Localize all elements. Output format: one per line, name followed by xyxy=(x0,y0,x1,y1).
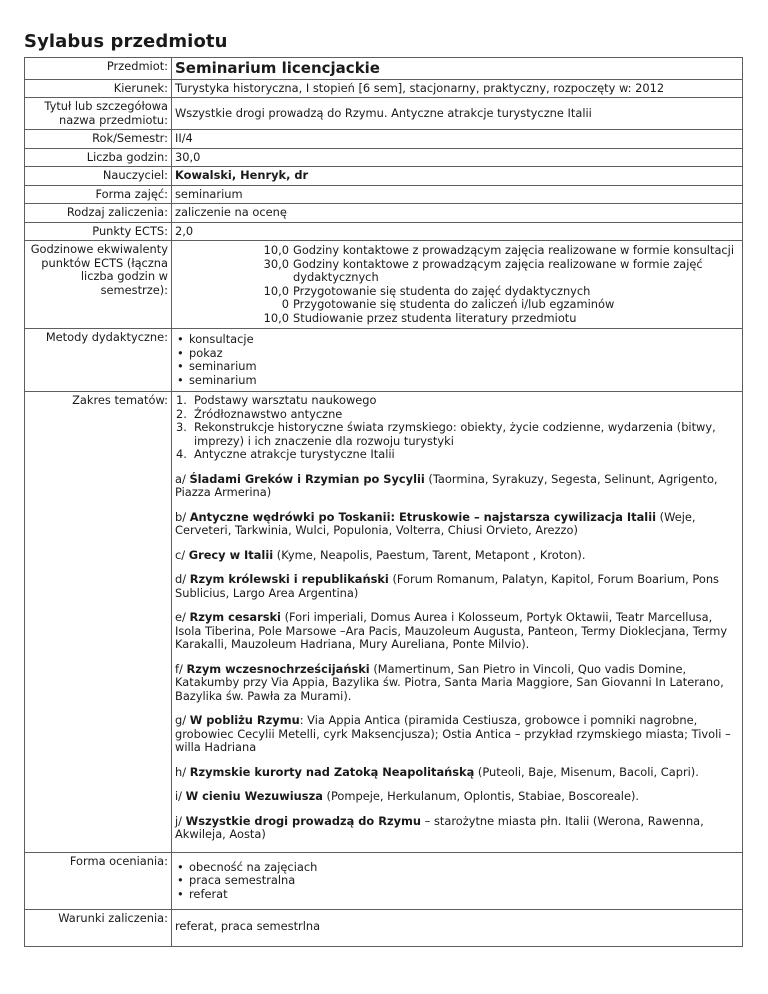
topic-title: W pobliżu Rzymu xyxy=(189,713,300,727)
syllabus-table xyxy=(24,57,743,947)
value-zaliczenie: zaliczenie na ocenę xyxy=(172,204,743,223)
value-nauczyciel: Kowalski, Henryk, dr xyxy=(172,167,743,186)
topic-paragraph: j/ Wszystkie drogi prowadzą do Rzymu – starożytne miasta płn. Italii (Werona, Rawenna, Akwileja, Aosta) xyxy=(175,813,704,841)
value-godziny: 30,0 xyxy=(172,148,743,167)
topic-title: W cieniu Wezuwiusza xyxy=(185,789,323,803)
label-tytul: Tytuł lub szczegółowa nazwa przedmiotu: xyxy=(25,98,172,130)
ects-hours-value: 30,0 xyxy=(263,256,289,271)
topic-paragraph: f/ Rzym wczesnochrześcijański (Mamertinum, San Pietro in Vincoli, Quo vadis Domine, Katakumby przy Via Appia, Bazylika św. Piotra, Santa Maria Maggiore, San Giovanni In Laterano, Bazylika św. Pawła za Murami). xyxy=(175,661,724,703)
label-przedmiot: Przedmiot: xyxy=(25,58,172,80)
row-godziny xyxy=(25,148,743,167)
topic-paragraph: e/ Rzym cesarski (Fori imperiali, Domus Aurea i Kolosseum, Portyk Oktawii, Teatr Marcellusa, Isola Tiberina, Pole Marsowe –Ara Pacis, Mauzoleum Augusta, Panteon, Termy Dioklecjana, Termy Karakalli, Mauzoleum Hadriana, Mury Aureliana, Ponte Milvio). xyxy=(175,610,728,651)
topic-paragraph: a/ Śladami Greków i Rzymian po Sycylii (Taormina, Syrakuzy, Segesta, Selinunt, Agrigento, Piazza Armerina) xyxy=(175,471,718,499)
list-item: 1. Podstawy warsztatu naukowego xyxy=(176,393,377,407)
list-item: 4. Antyczne atrakcje turystyczne Italii xyxy=(176,447,395,461)
value-ocena xyxy=(172,852,743,910)
list-item: • pokaz xyxy=(189,347,739,361)
row-rok xyxy=(25,130,743,149)
ects-hours-value: 10,0 xyxy=(263,283,289,298)
label-metody: Metody dydaktyczne: xyxy=(25,329,172,392)
ects-hours-list xyxy=(172,241,743,329)
topic-title: Rzym królewski i republikański xyxy=(189,572,389,586)
list-item: • obecność na zajęciach xyxy=(189,861,739,875)
ocena-list xyxy=(175,861,739,902)
topic-paragraph: g/ W pobliżu Rzymu: Via Appia Antica (piramida Cestiusza, grobowce i pomniki nagrobne, grobowiec Cecylii Metelli, cyrk Maksencjusza); Ostia Antica – przykład rzymskiego miasta; Tivoli – willa Hadriana xyxy=(175,713,731,754)
label-forma: Forma zajęć: xyxy=(25,185,172,204)
row-przedmiot xyxy=(25,58,743,80)
row-ects-hours xyxy=(25,241,743,329)
value-forma: seminarium xyxy=(172,185,743,204)
zakres-numbered-list xyxy=(175,394,739,462)
list-item: • seminarium xyxy=(189,360,739,374)
value-metody xyxy=(172,329,743,392)
page-title: Sylabus przedmiotu xyxy=(24,31,228,52)
ects-hours-desc: Przygotowanie się studenta do zaliczeń i/lub egzaminów xyxy=(293,297,615,311)
ects-hours-item xyxy=(257,244,739,258)
subject-name: Seminarium licencjackie xyxy=(175,59,380,77)
ects-hours-item xyxy=(257,298,739,312)
ects-hours-desc: Studiowanie przez studenta literatury przedmiotu xyxy=(293,310,577,325)
row-zakres xyxy=(25,392,743,853)
value-przedmiot xyxy=(172,58,743,80)
topic-title: Antyczne wędrówki po Toskanii: Etruskowie – najstarsza cywilizacja Italii xyxy=(189,509,657,524)
value-warunki: referat, praca semestrlna xyxy=(172,910,743,947)
row-ects xyxy=(25,222,743,241)
list-item: • referat xyxy=(189,888,739,902)
row-metody xyxy=(25,329,743,392)
value-zakres xyxy=(172,392,743,853)
row-warunki xyxy=(25,910,743,947)
label-zaliczenie: Rodzaj zaliczenia: xyxy=(25,204,172,223)
ects-hours-desc: Godziny kontaktowe z prowadzącym zajęcia realizowane w formie konsultacji xyxy=(293,243,735,257)
list-item: • praca semestralna xyxy=(189,874,739,888)
topic-title: Rzymskie kurorty nad Zatoką Neapolitańską xyxy=(189,764,475,779)
label-nauczyciel: Nauczyciel: xyxy=(25,167,172,186)
value-tytul: Wszystkie drogi prowadzą do Rzymu. Antyczne atrakcje turystyczne Italii xyxy=(172,98,743,130)
row-nauczyciel xyxy=(25,167,743,186)
ects-hours-item xyxy=(257,258,739,285)
row-ocena xyxy=(25,852,743,910)
label-ects: Punkty ECTS: xyxy=(25,222,172,241)
list-item: • seminarium xyxy=(189,374,739,388)
ects-hours-desc: Godziny kontaktowe z prowadzącym zajęcia realizowane w formie zajęć dydaktycznych xyxy=(293,256,703,284)
topic-paragraph: d/ Rzym królewski i republikański (Forum Romanum, Palatyn, Kapitol, Forum Boarium, Pons Sublicius, Largo Area Argentina) xyxy=(175,572,719,600)
topic-paragraph: b/ Antyczne wędrówki po Toskanii: Etruskowie – najstarsza cywilizacja Italii (Weje, Cerveteri, Tarkwinia, Wulci, Populonia, Volterra, Chiusi Orvieto, Arezzo) xyxy=(175,509,696,537)
label-zakres: Zakres tematów: xyxy=(25,392,172,853)
value-ects: 2,0 xyxy=(172,222,743,241)
topic-paragraph: c/ Grecy w Italii (Kyme, Neapolis, Paestum, Tarent, Metapont , Kroton). xyxy=(175,547,586,562)
topic-paragraph: h/ Rzymskie kurorty nad Zatoką Neapolitańską (Puteoli, Baje, Misenum, Bacoli, Capri). xyxy=(175,764,699,779)
list-item: 2. Źródłoznawstwo antyczne xyxy=(176,406,343,421)
label-warunki: Warunki zaliczenia: xyxy=(25,910,172,947)
ects-hours-value: 0 xyxy=(281,297,289,311)
metody-list xyxy=(175,333,739,387)
label-rok: Rok/Semestr: xyxy=(25,130,172,149)
label-ects-hours: Godzinowe ekwiwalenty punktów ECTS (łączna liczba godzin w semestrze): xyxy=(25,241,172,329)
topic-title: Rzym wczesnochrześcijański xyxy=(186,661,370,676)
ects-hours-item xyxy=(257,285,739,299)
topic-title: Wszystkie drogi prowadzą do Rzymu xyxy=(185,813,422,828)
row-tytul xyxy=(25,98,743,130)
ects-hours-desc: Przygotowanie się studenta do zajęć dydaktycznych xyxy=(293,283,591,298)
list-item: 3. Rekonstrukcje historyczne świata rzymskiego: obiekty, życie codzienne, wydarzenia (bitwy, imprezy) i ich znaczenie dla rozwoju turystyki xyxy=(176,420,716,448)
label-kierunek: Kierunek: xyxy=(25,79,172,98)
topic-title: Śladami Greków i Rzymian po Sycylii xyxy=(189,471,425,486)
ects-hours-item xyxy=(257,312,739,326)
list-item: • konsultacje xyxy=(189,333,739,347)
value-kierunek: Turystyka historyczna, I stopień [6 sem], stacjonarny, praktyczny, rozpoczęty w: 2012 xyxy=(172,79,743,98)
row-forma xyxy=(25,185,743,204)
ects-hours-value: 10,0 xyxy=(263,243,289,257)
row-zaliczenie xyxy=(25,204,743,223)
ects-hours-value: 10,0 xyxy=(263,310,289,325)
topic-paragraph: i/ W cieniu Wezuwiusza (Pompeje, Herkulanum, Oplontis, Stabiae, Boscoreale). xyxy=(175,789,640,803)
label-ocena: Forma oceniania: xyxy=(25,852,172,910)
topic-title: Grecy w Italii xyxy=(188,547,274,562)
row-kierunek xyxy=(25,79,743,98)
topic-title: Rzym cesarski xyxy=(189,610,281,624)
label-godziny: Liczba godzin: xyxy=(25,148,172,167)
value-rok: II/4 xyxy=(172,130,743,149)
